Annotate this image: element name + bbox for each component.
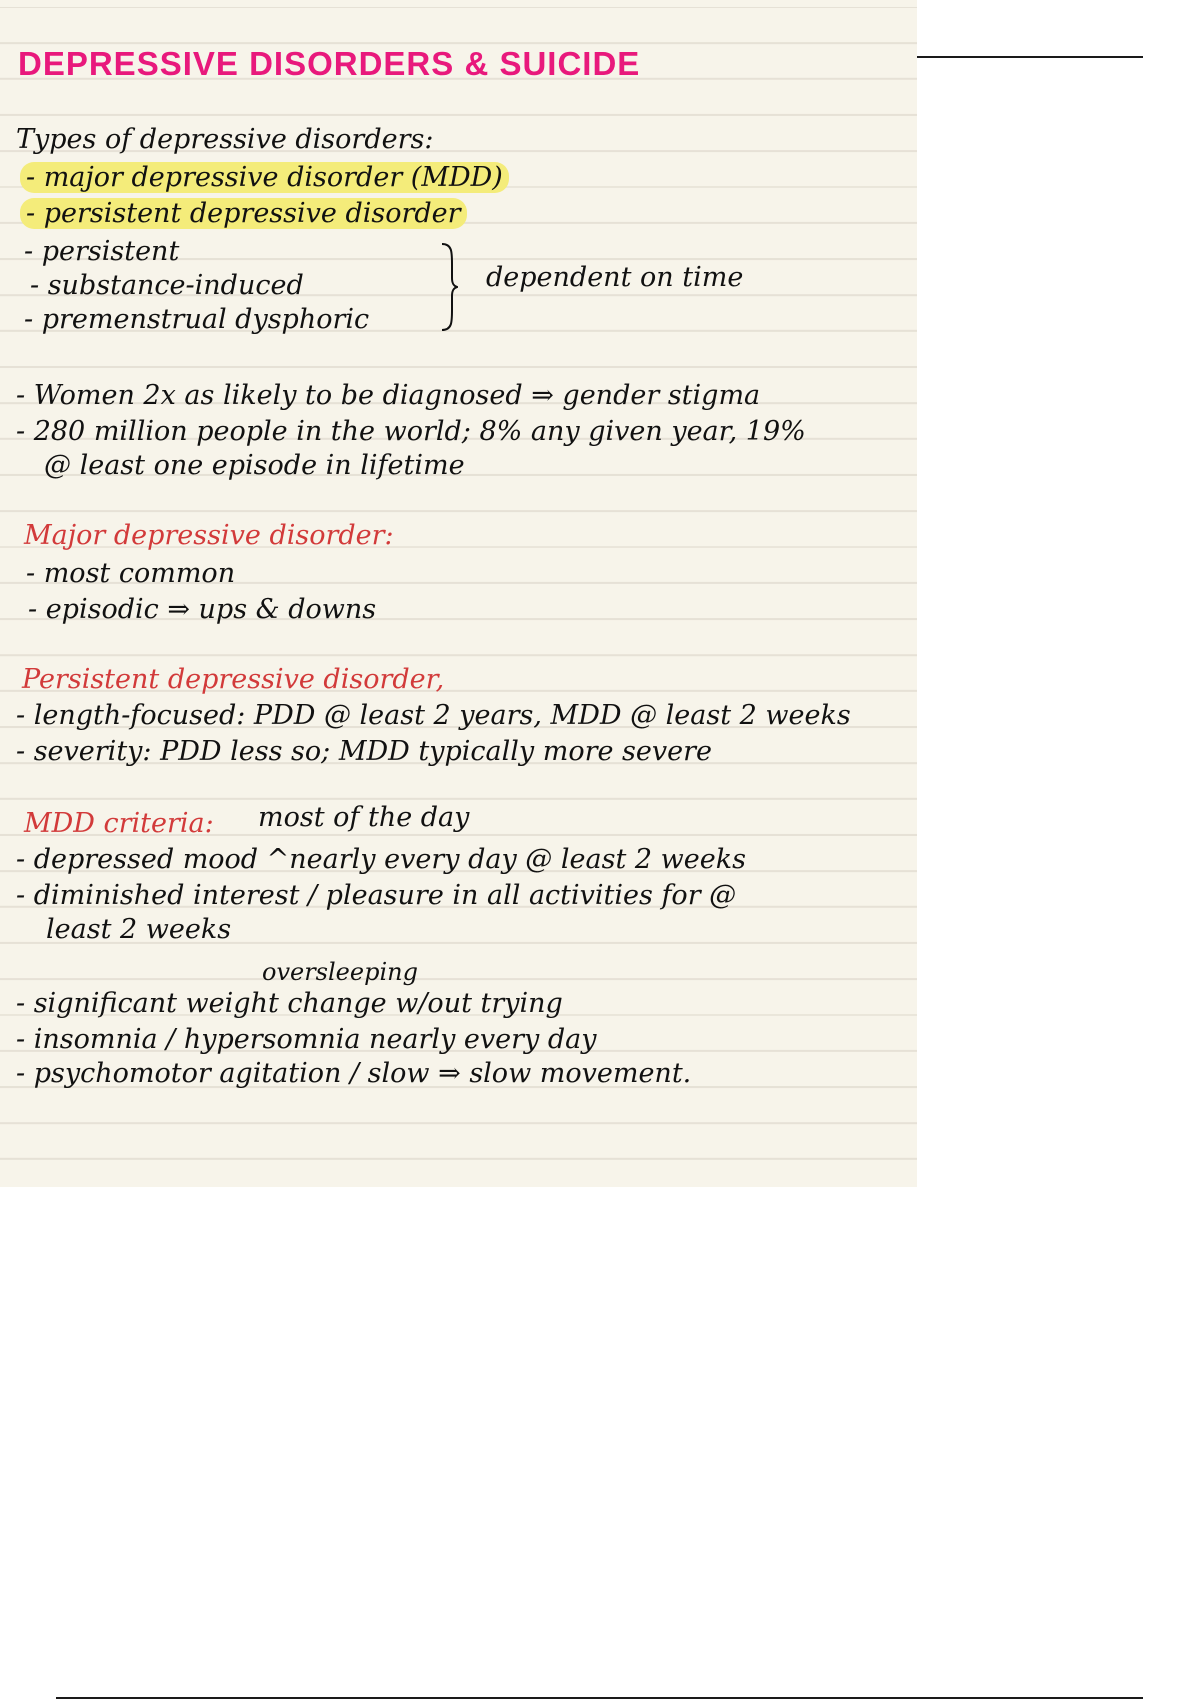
type-item-persistent: - persistent	[24, 236, 180, 267]
type-item-mdd	[20, 162, 509, 194]
type-item-premenstrual: - premenstrual dysphoric	[24, 304, 370, 335]
stat-line-3: @ least one episode in lifetime	[44, 450, 465, 481]
curly-brace-icon	[440, 242, 458, 332]
criteria-item-5: - psychomotor agitation / slow ⇒ slow movement.	[16, 1058, 692, 1089]
criteria-item-2-cont: least 2 weeks	[46, 914, 232, 945]
pdd-item-1: - length-focused: PDD @ least 2 years, MDD @ least 2 weeks	[16, 700, 851, 731]
type-item-substance: - substance-induced	[30, 270, 304, 301]
pdd-item-2: - severity: PDD less so; MDD typically more severe	[16, 736, 712, 767]
brace-note: dependent on time	[486, 262, 744, 293]
criteria-item-2: - diminished interest / pleasure in all activities for @	[16, 880, 737, 911]
type-item-pdd	[20, 198, 467, 230]
mdd-item-2: - episodic ⇒ ups & downs	[28, 594, 377, 625]
criteria-item-4: - insomnia / hypersomnia nearly every day	[16, 1024, 597, 1055]
top-rule-line	[917, 56, 1143, 58]
oversleeping-note: oversleeping	[262, 958, 418, 986]
mdd-item-1: - most common	[26, 558, 236, 589]
highlight-pdd: - persistent depressive disorder	[20, 198, 467, 229]
criteria-heading: MDD criteria:	[24, 808, 214, 839]
pdd-heading: Persistent depressive disorder,	[22, 664, 445, 695]
mdd-heading: Major depressive disorder:	[24, 520, 394, 551]
types-heading: Types of depressive disorders:	[16, 124, 434, 155]
criteria-insert-note: most of the day	[258, 802, 470, 833]
stat-line-2: - 280 million people in the world; 8% any given year, 19%	[16, 416, 806, 447]
highlight-mdd: - major depressive disorder (MDD)	[20, 162, 509, 193]
criteria-item-3: - significant weight change w/out trying	[16, 988, 563, 1019]
criteria-item-1: - depressed mood ^nearly every day @ least 2 weeks	[16, 844, 746, 875]
bottom-rule-line	[56, 1697, 1143, 1699]
page-title: DEPRESSIVE DISORDERS & SUICIDE	[18, 45, 641, 82]
stat-line-1: - Women 2x as likely to be diagnosed ⇒ gender stigma	[16, 380, 761, 411]
